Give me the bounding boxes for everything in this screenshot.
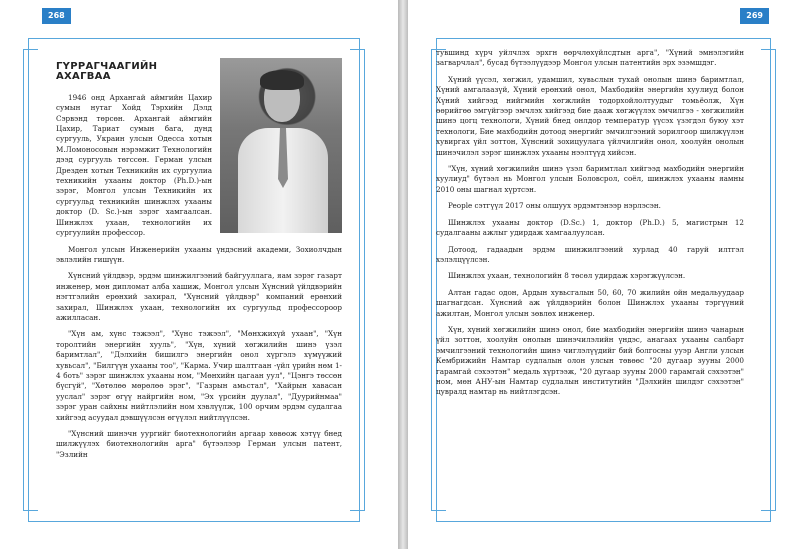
paragraph: Шинжлэх ухаан, технологийн 8 төсөл удирдаж хэрэгжүүлсэн. <box>448 271 686 281</box>
right-page <box>408 0 811 549</box>
paragraph: People сэтгүүл 2017 оны олшуух эрдэмтэнээр нэрлэсэн. <box>448 201 661 211</box>
book-gutter <box>398 0 408 549</box>
right-page-content <box>436 48 744 404</box>
paragraph: "Хүнсний шинэчн уургийг биотехнологийн аргаар хөвөож хэтүү бнед шилжүүлэх биотехнологийн арга" бүтээлээр Герман улсын патент, "Эзлийн <box>56 429 342 459</box>
left-page-content <box>56 58 342 466</box>
portrait-hair <box>260 70 304 90</box>
paragraph: "Хүн ам, хүнс тэжээл", "Хүнс тэжээл", "Мөнхжихүй ухаан", "Хүн торолтийн энергийн хууль", "Хүн, хүний хөгжилийн шинэ үзэл баримтлал", "Дэлхийн бишилгэ энергийн онол хүргэлэ хүмүүжий хувьсал", "Билгүүн ухааны тоо", "Карма. Учир шалтгаан -үйл үрийн нөм 1-4 боть" зэрэг шинжлэх ухааны ном, "Мөнхийн цагаан уул", "Цэнгэ төссөн бүсгүй", "Хөтөлөө мөрөлөө эрэг", "Газрын амьстал", "Хайрын хавасан ууслал" зэрэг өгүү найргийн ном, "Эх үрсийн дуулал", "Дуурийнмаа" зэрэг уран сайхны нийтлэлийн ном хэвлүүлж, 100 орчим эрдэм судалгаа хийгээд асуудал дэвшүүлсэн өгүүлэл нийтлүүлсэн. <box>56 329 342 422</box>
paragraph: Алтан гадас одон, Ардын хувьсгалын 50, 60, 70 жилийн ойн медальуудаар шагнагдсан. Хүнсний аж үйлдвэрийн болон Шинжлэх ухааны тэргүүний ажилтан, Монгол улсын зөвлөх инженер. <box>436 287 744 318</box>
paragraph: Хүн, хүний хөгжилийн шинэ онол, бие махбодийн энергийн шинэ чанарын үйл зоттон, хоолуйн онолын шинэчилэлийн үндэс, анагаах ухааны салбарт эмчилгээний технологийн шинэ чиглэлүүдийг бий болгосны ууэр Англи улсын Кембрижийн Намтар судлалын олон улсын төвөөс "20 дугаар зууны 2000 гарамгай сэхээтэн" медаль хүртээж, "20 дугаар зууны 2000 гарамгай сэхээтэн" ном, мөн АНУ-ын Намтар судлалын институтийн "Дэлхийн шилдэг сэхээтэн" цувралд намтар нь нийтлэгдсэн. <box>436 324 744 397</box>
paragraph: Монгол улсын Инженерийн ухааны үндэсний академи, Зохиолчдын эвлэлийн гишүүн. <box>56 244 342 264</box>
page-number-right: 269 <box>740 8 769 24</box>
paragraph: Хүнсний үйлдвэр, эрдэм шинжилгээний байгууллага, яам зэрэг газарт инженер, мөн дипломат алба хашиж, Монгол улсын Хүнсний үйлдвэрийн нэгтгэлийн ерөнхий захирал, "Хүнсний үйлдвэр" компаний ерөнхий захирал, Шинжлэх ухаан, технологийн их сургуульд профессороор ажилласан. <box>56 271 342 322</box>
paragraph: Хүний үүсэл, хөгжил, удамшил, хувьслын тухай онолын шинэ баримтлал, Хүний амгалаазүй, Хүний ерөнхий онол, Махбодийн энергийн хуулиуд болон Хүний хийгээд нийгмийн хөгжлийн тодорхойлолтуудыг томьёолж, Хүн өөрийгөө эмгүйгээр эмчлэх хийгээд бие дааж хөгжүүлэх эмчилгээ - хөгжилийн шинэ цогц технологи, Хүний бнед онлдор температур үүсэх үзэгдэл буюу хэт технологи, Бие махбодийн дотоод энергийг эмчилгээний зорилгоор шилжүүлэн хувиргах үйл зоттон, Хүнсний зохицуулага үйлчилгийн онол, хоолуйн онолын шинэчилэл зэрэг шинжлэх ухааны нээлтүүд хийсэн. <box>436 74 744 157</box>
left-page <box>0 0 398 549</box>
article-title: ГҮРРАГЧААГИЙН АХАГВАА <box>56 61 158 83</box>
paragraph: 1946 онд Архангай аймгийн Цахир сумын нутаг Хойд Тэрхийн Дэлд Сэрвэнд төрсөн. Архангай аймгийн Цахир, Тариат сумын бага, дунд сургууль, Украин улсын Одесса хотын М.Ломоносовын нэрэмжит Технологийн дээд сургууль төгссөн. Герман улсын Дрезден хотын Техникийн их сургуулиа техникийн ухааны доктор (Ph.D.)-ын зэрэг, Монгол улсын Техникийн их сургуульд техникийн шинжлэх ухааны доктор (D. Sc.)-ын зэрэг хамгаалсан. Шинжлэх ухаан, технологийн их сургуулийн профессор. <box>56 92 212 238</box>
page-number-left: 268 <box>42 8 71 24</box>
paragraph: Шинжлэх ухааны доктор (D.Sc.) 1, доктор (Ph.D.) 5, магистрын 12 судалгааны ажлыг удирдаж хамгаалуулсан. <box>436 217 744 238</box>
paragraph: "Хүн, хүний хөгжилийн шинэ үзэл баримтлал хийгээд махбодийн энергийн хуулиуд" бүтээл нь Монгол улсын Боловсрол, соёл, шинжлэх ухааны яамны 2010 оны шагнал хүртсэн. <box>436 164 744 194</box>
paragraph: тувшинд хүрч уйлчлэх эрхгн өөрчлөхүйлсдтын арга", "Хүний эмнэлэгийн загварчлал", бусад бүтээлүүдээр Монгол улсын патентийн эрх эзэмшдэг. <box>436 48 744 68</box>
paragraph: Дотоод, гадаадын эрдэм шинжилгээний хурлад 40 гаруй илтгэл хэлэлцүүлсэн. <box>436 244 744 264</box>
portrait-photo <box>220 58 342 233</box>
